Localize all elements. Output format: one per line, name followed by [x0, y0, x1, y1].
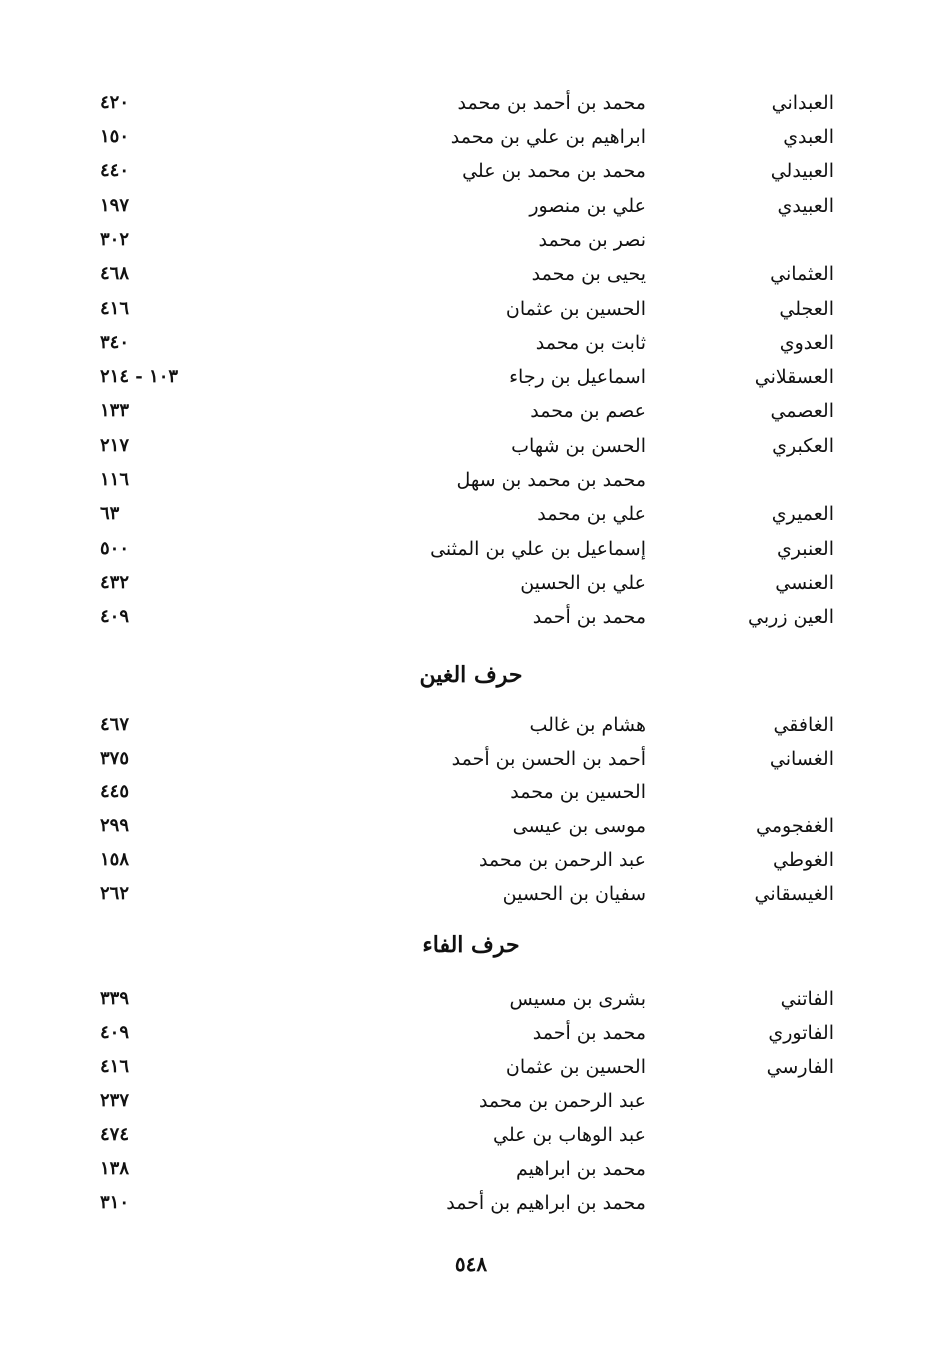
- person-name: الحسين بن محمد: [510, 781, 646, 803]
- nisba: الفاتني: [780, 988, 834, 1010]
- index-entry: [0, 1186, 942, 1220]
- index-entry: [0, 843, 942, 877]
- page-reference: ٤٠٩: [100, 606, 130, 627]
- page-reference: ١٥٨: [100, 849, 130, 870]
- page-reference: ١٣٨: [100, 1158, 130, 1179]
- index-entry: [0, 360, 942, 394]
- person-name: علي بن الحسين: [520, 572, 646, 594]
- index-entry: [0, 982, 942, 1016]
- page-reference: ٣١٠: [100, 1192, 130, 1213]
- index-entry: [0, 708, 942, 742]
- person-name: محمد بن محمد بن سهل: [456, 469, 646, 491]
- person-name: عبد الوهاب بن علي: [493, 1124, 646, 1146]
- page-reference: ٢٩٩: [100, 815, 130, 836]
- page-reference: ٤٦٧: [100, 714, 130, 735]
- index-entry: [0, 223, 942, 257]
- page-reference: ٣٣٩: [100, 988, 130, 1009]
- person-name: الحسين بن عثمان: [505, 1056, 646, 1078]
- person-name: إسماعيل بن علي بن المثنى: [430, 538, 646, 560]
- person-name: علي بن منصور: [529, 195, 646, 217]
- index-entry: [0, 1016, 942, 1050]
- nisba: العثماني: [770, 263, 834, 285]
- index-entry: [0, 497, 942, 531]
- page-reference: ٤١٦: [100, 1056, 130, 1077]
- nisba: العنسي: [775, 572, 834, 594]
- page-number: ٥٤٨: [454, 1252, 488, 1276]
- index-entry: [0, 566, 942, 600]
- page-reference: ٤٧٤: [100, 1124, 130, 1145]
- section-heading-text: حرف الغين: [419, 662, 523, 688]
- page-reference: ٢٣٧: [100, 1090, 130, 1111]
- page-reference: ١٣٣: [100, 400, 130, 421]
- page-reference: ٣٠٢: [100, 229, 130, 250]
- index-entry: [0, 86, 942, 120]
- index-entry: [0, 429, 942, 463]
- page-reference: ٢١٧: [100, 435, 130, 456]
- nisba: العدوي: [779, 332, 834, 354]
- person-name: الحسن بن شهاب: [511, 435, 646, 457]
- index-entry: [0, 1084, 942, 1118]
- person-name: محمد بن أحمد بن محمد: [457, 92, 646, 114]
- index-entry: [0, 394, 942, 428]
- nisba: العميري: [771, 503, 834, 525]
- page-reference: ٤٣٢: [100, 572, 130, 593]
- nisba: العبيدلي: [770, 160, 834, 182]
- index-entry: [0, 1152, 942, 1186]
- page-reference: ٤١٦: [100, 298, 130, 319]
- person-name: اسماعيل بن رجاء: [509, 366, 646, 388]
- section-heading: [0, 932, 942, 958]
- index-entry: [0, 463, 942, 497]
- page-reference: ٤٤٥: [100, 781, 130, 802]
- page-reference: ١١٦: [100, 469, 130, 490]
- nisba: الغفجومي: [756, 815, 834, 837]
- page-reference: ٣٧٥: [100, 748, 130, 769]
- person-name: الحسين بن عثمان: [505, 298, 646, 320]
- page-reference: ١٥٠: [100, 126, 130, 147]
- index-entry: [0, 257, 942, 291]
- person-name: أحمد بن الحسن بن أحمد: [451, 748, 646, 770]
- person-name: موسى بن عيسى: [512, 815, 646, 837]
- index-entry: [0, 1118, 942, 1152]
- page-reference: ٤٢٠: [100, 92, 130, 113]
- person-name: نصر بن محمد: [538, 229, 646, 251]
- nisba: العين زربي: [748, 606, 834, 628]
- person-name: عصم بن محمد: [530, 400, 646, 422]
- page-reference: ٢٦٢: [100, 883, 130, 904]
- section-heading: [0, 662, 942, 688]
- section-heading-text: حرف الفاء: [422, 932, 520, 958]
- page-reference: ٤٦٨: [100, 263, 130, 284]
- nisba: العنبري: [776, 538, 834, 560]
- person-name: محمد بن أحمد: [532, 606, 646, 628]
- nisba: العبداني: [771, 92, 834, 114]
- page-reference: ١٩٧: [100, 195, 130, 216]
- index-entry: [0, 326, 942, 360]
- nisba: العسقلاني: [754, 366, 834, 388]
- person-name: ثابت بن محمد: [535, 332, 646, 354]
- page-reference: ٣٤٠: [100, 332, 130, 353]
- page-reference: ٦٣: [100, 503, 120, 524]
- index-entry: [0, 154, 942, 188]
- person-name: محمد بن ابراهيم: [516, 1158, 646, 1180]
- index-entry: [0, 120, 942, 154]
- person-name: هشام بن غالب: [529, 714, 646, 736]
- person-name: سفيان بن الحسين: [502, 883, 646, 905]
- index-entry: [0, 809, 942, 843]
- person-name: يحيى بن محمد: [531, 263, 646, 285]
- nisba: الفاتوري: [768, 1022, 834, 1044]
- nisba: الغيسقاني: [754, 883, 834, 905]
- index-entry: [0, 292, 942, 326]
- index-entry: [0, 600, 942, 634]
- index-entry: [0, 742, 942, 776]
- person-name: محمد بن محمد بن علي: [462, 160, 646, 182]
- person-name: بشرى بن مسيس: [509, 988, 646, 1010]
- index-entry: [0, 189, 942, 223]
- page-reference: ٥٠٠: [100, 538, 130, 559]
- index-entry: [0, 775, 942, 809]
- index-entry: [0, 877, 942, 911]
- nisba: العكبري: [772, 435, 834, 457]
- person-name: محمد بن أحمد: [532, 1022, 646, 1044]
- index-entry: [0, 1050, 942, 1084]
- person-name: عبد الرحمن بن محمد: [478, 849, 646, 871]
- page-reference: ٤٠٩: [100, 1022, 130, 1043]
- nisba: الغساني: [769, 748, 834, 770]
- nisba: العصمي: [770, 400, 834, 422]
- page-reference: ١٠٣ - ٢١٤: [100, 366, 179, 387]
- index-entry: [0, 532, 942, 566]
- nisba: العجلي: [779, 298, 834, 320]
- page-reference: ٤٤٠: [100, 160, 130, 181]
- person-name: ابراهيم بن علي بن محمد: [450, 126, 646, 148]
- nisba: الغوطي: [772, 849, 834, 871]
- nisba: العبيدي: [777, 195, 834, 217]
- nisba: العبدي: [783, 126, 834, 148]
- nisba: الفارسي: [766, 1056, 834, 1078]
- nisba: الغافقي: [773, 714, 834, 736]
- person-name: علي بن محمد: [537, 503, 646, 525]
- person-name: عبد الرحمن بن محمد: [478, 1090, 646, 1112]
- person-name: محمد بن ابراهيم بن أحمد: [446, 1192, 646, 1214]
